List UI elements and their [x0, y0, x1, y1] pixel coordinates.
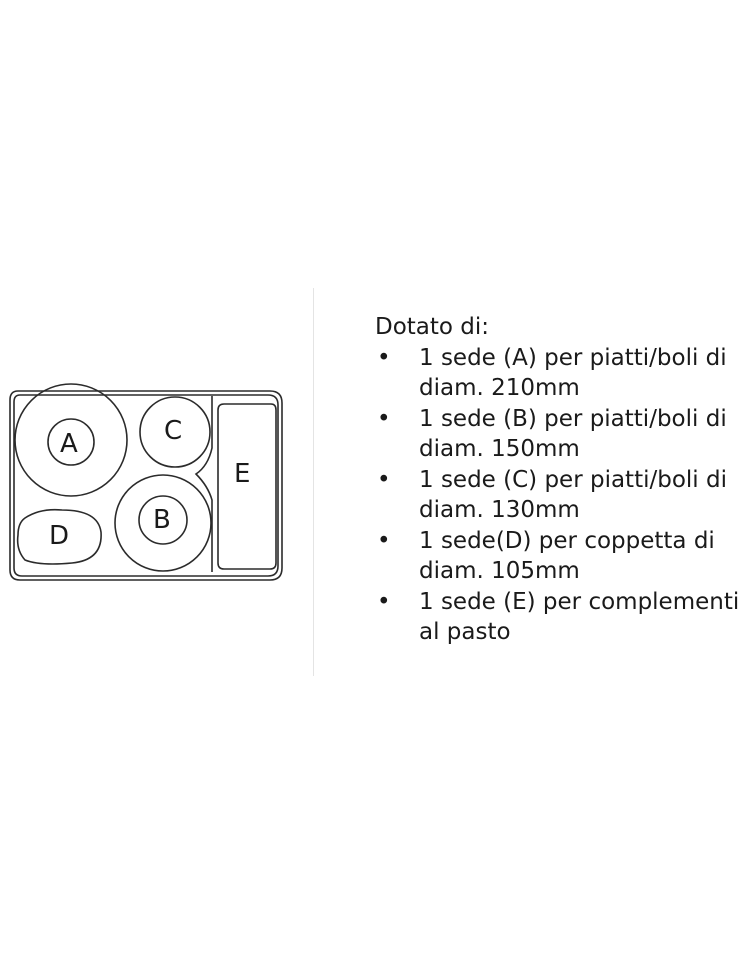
bullet-icon: •: [377, 405, 391, 432]
list-item: [375, 465, 747, 526]
list-item-text: 1 sede (A) per piatti/boli di diam. 210mm: [419, 344, 727, 401]
bullet-icon: •: [377, 527, 391, 554]
list-item-text: 1 sede (B) per piatti/boli di diam. 150mm: [419, 405, 727, 462]
tray-outline: [0, 380, 300, 590]
label-e: E: [234, 459, 251, 489]
label-b: B: [153, 505, 171, 535]
bullet-icon: •: [377, 466, 391, 493]
description-title: Dotato di:: [375, 314, 490, 340]
list-item: [375, 526, 747, 587]
list-item-text: 1 sede (C) per piatti/boli di diam. 130mm: [419, 466, 727, 523]
list-item: [375, 404, 747, 465]
tray-diagram: [0, 380, 300, 590]
vertical-divider: [313, 288, 314, 676]
label-c: C: [164, 416, 183, 446]
feature-list: [375, 343, 747, 648]
list-item-text: 1 sede(D) per coppetta di diam. 105mm: [419, 527, 715, 584]
bullet-icon: •: [377, 588, 391, 615]
list-item: [375, 343, 747, 404]
list-item: [375, 587, 747, 648]
seat-e-outer: [196, 396, 212, 572]
label-d: D: [49, 521, 70, 551]
bullet-icon: •: [377, 344, 391, 371]
label-a: A: [60, 429, 78, 459]
feature-description: [375, 312, 747, 648]
list-item-text: 1 sede (E) per complementi al pasto: [419, 588, 740, 645]
